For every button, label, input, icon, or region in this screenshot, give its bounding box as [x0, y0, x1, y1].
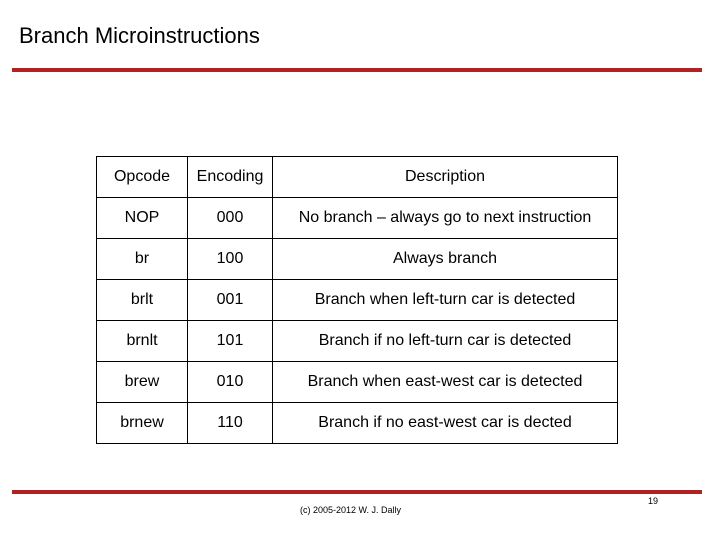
- opcode-cell: brlt: [97, 280, 188, 321]
- table-header-row: [97, 157, 618, 198]
- encoding-cell: 101: [188, 321, 273, 362]
- opcode-cell: br: [97, 239, 188, 280]
- opcode-cell: brew: [97, 362, 188, 403]
- header-opcode: Opcode: [97, 157, 188, 198]
- header-description: Description: [273, 157, 618, 198]
- branch-microinstructions-table: [96, 156, 618, 444]
- description-cell: Always branch: [273, 239, 618, 280]
- header-encoding: Encoding: [188, 157, 273, 198]
- page-number: 19: [648, 496, 659, 506]
- table-row: [97, 198, 618, 239]
- description-cell: Branch when east-west car is detected: [273, 362, 618, 403]
- encoding-cell: 010: [188, 362, 273, 403]
- table-row: [97, 321, 618, 362]
- encoding-cell: 001: [188, 280, 273, 321]
- description-cell: Branch when left-turn car is detected: [273, 280, 618, 321]
- slide-title: Branch Microinstructions: [19, 23, 260, 48]
- top-divider: [12, 68, 702, 72]
- opcode-cell: brnew: [97, 403, 188, 444]
- encoding-cell: 000: [188, 198, 273, 239]
- encoding-cell: 100: [188, 239, 273, 280]
- table-row: [97, 280, 618, 321]
- table-row: [97, 362, 618, 403]
- description-cell: Branch if no east-west car is dected: [273, 403, 618, 444]
- copyright-footer: (c) 2005-2012 W. J. Dally: [300, 505, 402, 515]
- table-row: [97, 239, 618, 280]
- bottom-divider: [12, 490, 702, 494]
- opcode-cell: brnlt: [97, 321, 188, 362]
- description-cell: No branch – always go to next instruction: [273, 198, 618, 239]
- opcode-cell: NOP: [97, 198, 188, 239]
- description-cell: Branch if no left-turn car is detected: [273, 321, 618, 362]
- table-row: [97, 403, 618, 444]
- encoding-cell: 110: [188, 403, 273, 444]
